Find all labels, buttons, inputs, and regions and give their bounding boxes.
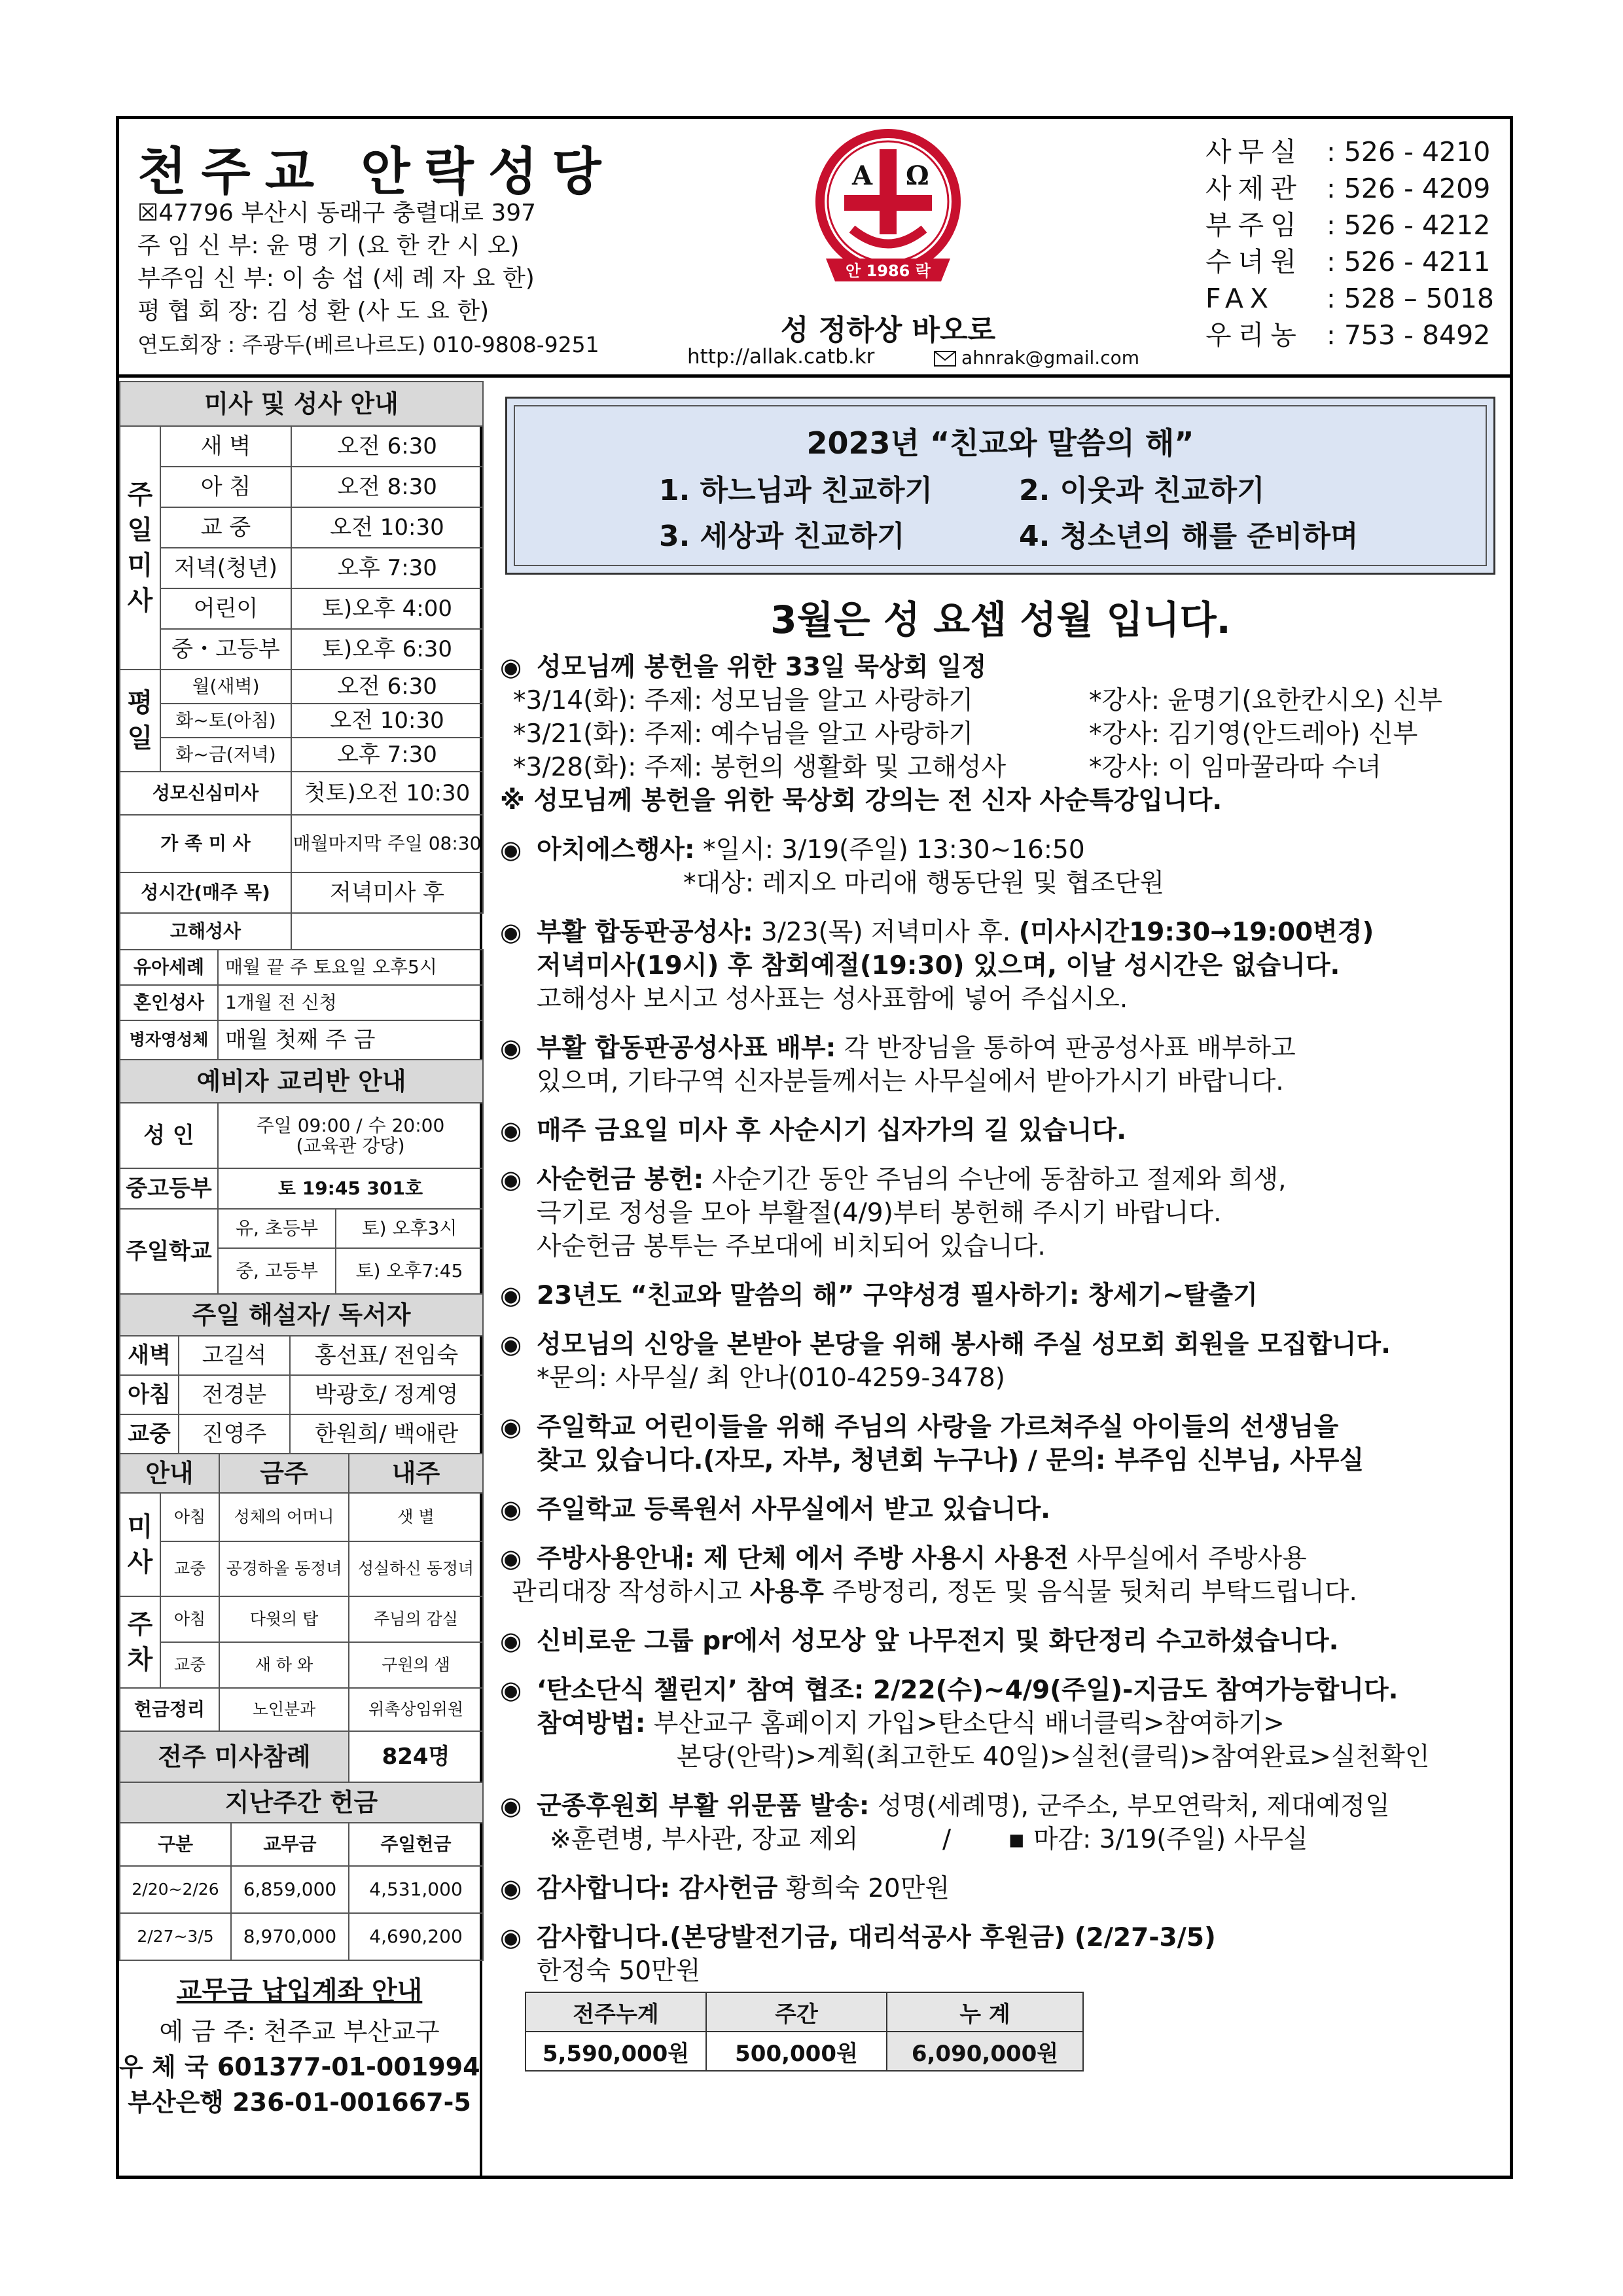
account-holder: 예 금 주: 천주교 부산교구 bbox=[159, 2017, 440, 2046]
year-theme-box bbox=[505, 397, 1495, 575]
phone-label: 부주임 bbox=[1205, 209, 1303, 241]
notice-acies bbox=[500, 833, 1505, 900]
session-lecturer: *강사: 이 임마꿀라따 수녀 bbox=[1089, 753, 1382, 782]
bullet-icon: ◉ bbox=[500, 1544, 522, 1573]
confession-label: 고해성사 bbox=[120, 913, 291, 950]
youth-class-time: 토 19:45 301호 bbox=[218, 1168, 483, 1209]
phone-label: 우리농 bbox=[1205, 319, 1303, 351]
sacrament-desc: 1개월 전 신청 bbox=[218, 985, 483, 1020]
notice-text: 사무실에서 주방사용 bbox=[1068, 1544, 1307, 1573]
guide-slot: 교중 bbox=[160, 1541, 219, 1596]
notice-confession-cards bbox=[500, 1031, 1505, 1098]
bullet-icon: ◉ bbox=[500, 653, 522, 681]
sacrament-name: 혼인성사 bbox=[120, 985, 218, 1020]
phone-number: : 526 - 4210 bbox=[1327, 136, 1491, 168]
assistant-name: 이 송 섭 (세 례 자 요 한) bbox=[281, 265, 535, 292]
notice-title: 아치에스행사: bbox=[537, 835, 695, 865]
offering-dues: 8,970,000 bbox=[231, 1913, 349, 1960]
notice-text: 찾고 있습니다.(자모, 자부, 청년회 누구나) / 문의: 부주임 신부님, 사무실 bbox=[537, 1446, 1364, 1475]
last-week-offering-table bbox=[119, 1782, 484, 1961]
notice-thanks-offering bbox=[500, 1872, 1505, 1905]
development-fund-table bbox=[525, 1992, 1084, 2072]
notice-stations-of-cross bbox=[500, 1114, 1505, 1147]
notice-title: 감사합니다: 감사헌금 bbox=[537, 1874, 778, 1903]
pastor-line: 주 임 신 부: 윤 명 기 (요 한 칸 시 오) bbox=[137, 232, 520, 259]
sunday-school-group: 중, 고등부 bbox=[218, 1248, 336, 1294]
guide-this: 다윗의 탑 bbox=[219, 1596, 349, 1642]
reader-names: 한원희/ 백애란 bbox=[290, 1414, 483, 1454]
offering-period: 2/27~3/5 bbox=[120, 1913, 231, 1960]
notice-confession bbox=[500, 916, 1505, 1016]
attendance-label: 전주 미사참례 bbox=[120, 1731, 349, 1782]
bullet-icon: ◉ bbox=[500, 1923, 522, 1952]
weekday-mass-time: 오전 6:30 bbox=[291, 670, 483, 704]
notice-text: *일시: 3/19(주일) 13:30~16:50 bbox=[694, 835, 1085, 865]
weekday-mass-name: 화~토(아침) bbox=[160, 704, 291, 738]
bullet-icon: ◉ bbox=[500, 1412, 522, 1441]
fund-head: 누 계 bbox=[887, 1992, 1083, 2032]
guide-next: 성실하신 동정녀 bbox=[349, 1541, 483, 1596]
notice-text: ※훈련병, 부사관, 장교 제외 bbox=[550, 1825, 859, 1854]
notice-garden-thanks bbox=[500, 1624, 1505, 1658]
notice-text: 사순헌금 봉투는 주보대에 비치되어 있습니다. bbox=[537, 1232, 1046, 1261]
youth-class-label: 중고등부 bbox=[120, 1168, 218, 1209]
guide-next: 주님의 감실 bbox=[349, 1596, 483, 1642]
notice-title: 성모님께 봉헌을 위한 33일 묵상회 일정 bbox=[537, 653, 987, 682]
readers-table bbox=[119, 1293, 484, 1454]
sunday-mass-time: 토)오후 6:30 bbox=[291, 629, 483, 670]
notice-title: 사순헌금 봉헌: bbox=[537, 1165, 704, 1194]
notice-text: 있으며, 기타구역 신자분들께서는 사무실에서 받아가시기 바랍니다. bbox=[537, 1067, 1284, 1096]
commentator: 전경분 bbox=[179, 1375, 290, 1414]
guide-slot: 아침 bbox=[160, 1596, 219, 1642]
sacrament-name: 유아세례 bbox=[120, 950, 218, 985]
patron-saint: 성 정하상 바오로 bbox=[780, 314, 996, 347]
logo-banner: 안 1986 락 bbox=[846, 262, 931, 280]
guide-next: 구원의 샘 bbox=[349, 1642, 483, 1688]
notice-text: / bbox=[942, 1825, 952, 1854]
assistant-role: 부주임 신 부 bbox=[137, 265, 266, 292]
notice-text-bold: 사용후 bbox=[749, 1577, 824, 1607]
month-title: 3월은 성 요셉 성월 입니다. bbox=[770, 598, 1231, 642]
sunday-mass-time: 오전 8:30 bbox=[291, 467, 483, 507]
notice-text: 사순기간 동안 주님의 수난에 동참하고 절제와 희생, bbox=[704, 1165, 1287, 1194]
mass-schedule-table bbox=[119, 381, 484, 950]
notice-title: 주일학교 어린이들을 위해 주님의 사랑을 가르쳐주실 아이들의 선생님을 bbox=[537, 1412, 1339, 1442]
notice-title: 부활 합동판공성사표 배부: bbox=[537, 1033, 836, 1063]
phone-number: : 753 - 8492 bbox=[1327, 319, 1491, 351]
guides-mass-label: 미사 bbox=[120, 1493, 160, 1596]
offering-dues: 6,859,000 bbox=[231, 1866, 349, 1913]
session-lecturer: *강사: 김기영(안드레아) 신부 bbox=[1089, 719, 1418, 749]
bullet-icon: ◉ bbox=[500, 1791, 522, 1820]
phone-convent bbox=[1205, 243, 1494, 280]
guides-parking-label: 주차 bbox=[120, 1596, 160, 1688]
notice-text: 부산교구 홈페이지 가입>탄소단식 배너클릭>참여하기> bbox=[645, 1709, 1285, 1738]
theme-item: 4. 청소년의 해를 준비하며 bbox=[1019, 520, 1359, 553]
family-mass-time: 매월마지막 주일 08:30 bbox=[291, 815, 483, 872]
address: ☒47796 부산시 동래구 충렬대로 397 bbox=[137, 200, 537, 226]
bulletin-header bbox=[119, 119, 1510, 378]
guide-this: 새 하 와 bbox=[219, 1642, 349, 1688]
weekday-mass-time: 오전 10:30 bbox=[291, 704, 483, 738]
phone-number: : 526 - 4209 bbox=[1327, 173, 1491, 204]
email-line[interactable] bbox=[934, 347, 1139, 368]
weekday-mass-label: 평일 bbox=[120, 670, 160, 772]
account-title: 교무금 납입계좌 안내 bbox=[176, 1976, 423, 2006]
logo-omega: Ω bbox=[906, 160, 929, 191]
notice-carbon-fast bbox=[500, 1674, 1505, 1774]
sacrament-desc: 매월 첫째 주 금 bbox=[218, 1020, 483, 1060]
offering-section-title: 지난주간 헌금 bbox=[120, 1782, 483, 1823]
requiem-president-role: 연도회장 bbox=[137, 332, 221, 357]
attendance-value: 824명 bbox=[349, 1731, 483, 1782]
bullet-icon: ◉ bbox=[500, 835, 522, 864]
phone-label: 수녀원 bbox=[1205, 246, 1303, 278]
sunday-mass-name: 중・고등부 bbox=[160, 629, 291, 670]
notice-sunday-school-teachers bbox=[500, 1410, 1505, 1477]
marian-mass-time: 첫토)오전 10:30 bbox=[291, 772, 483, 815]
phone-directory bbox=[1205, 134, 1494, 353]
notice-bible-copy bbox=[500, 1279, 1505, 1312]
notice-sunday-school-registration bbox=[500, 1493, 1505, 1526]
sunday-school-group: 유, 초등부 bbox=[218, 1209, 336, 1248]
notice-text: 저녁미사(19시) 후 참회예절(19:30) 있으며, 이날 성시간은 없습니다. bbox=[537, 951, 1340, 980]
notice-title: 군종후원회 부활 위문품 발송: bbox=[537, 1791, 870, 1821]
phone-label: FAX bbox=[1205, 283, 1275, 314]
fund-value: 5,590,000원 bbox=[526, 2032, 706, 2071]
notice-title: 신비로운 그룹 pr에서 성모상 앞 나무전지 및 화단정리 수고하셨습니다. bbox=[537, 1626, 1339, 1656]
sunday-mass-time: 오전 6:30 bbox=[291, 426, 483, 467]
bullet-icon: ◉ bbox=[500, 918, 522, 946]
notice-text: 황희숙 20만원 bbox=[777, 1874, 950, 1903]
reader-mass: 아침 bbox=[120, 1375, 179, 1414]
council-president-role: 평 협 회 장 bbox=[137, 298, 251, 325]
parish-name: 천주교 안락성당 bbox=[137, 143, 616, 202]
phone-label: 사제관 bbox=[1205, 173, 1303, 204]
guide-this: 공경하올 동정녀 bbox=[219, 1541, 349, 1596]
phone-number: : 528 – 5018 bbox=[1327, 283, 1495, 314]
bullet-icon: ◉ bbox=[500, 1626, 522, 1655]
notice-text: 본당(안락)>계획(최고한도 40일)>실천(클릭)>참여완료>실천확인 bbox=[677, 1742, 1430, 1772]
notice-text: ▪ 마감: 3/19(주일) 사무실 bbox=[1008, 1825, 1308, 1854]
bullet-icon: ◉ bbox=[500, 1874, 522, 1903]
sunday-school-label: 주일학교 bbox=[120, 1209, 218, 1294]
year-theme-title: 2023년 “친교와 말씀의 해” bbox=[806, 425, 1194, 461]
account-info bbox=[119, 1961, 480, 2120]
sacrament-name: 병자영성체 bbox=[120, 1020, 218, 1060]
logo-alpha: A bbox=[852, 160, 873, 191]
notice-text: *문의: 사무실/ 최 안나(010-4259-3478) bbox=[537, 1363, 1005, 1393]
fund-head: 주간 bbox=[706, 1992, 887, 2032]
notice-text-bold: (미사시간19:30→19:00변경) bbox=[1018, 918, 1374, 947]
bullet-icon: ◉ bbox=[500, 1330, 522, 1359]
notice-title: 성모님의 신앙을 본받아 본당을 위해 봉사해 주실 성모회 회원을 모집합니다. bbox=[537, 1330, 1391, 1359]
notice-title: 23년도 “친교와 말씀의 해” 구약성경 필사하기: 창세기~탈출기 bbox=[537, 1281, 1258, 1310]
weekday-mass-time: 오후 7:30 bbox=[291, 738, 483, 772]
sunday-mass-name: 새 벽 bbox=[160, 426, 291, 467]
council-president-name: 김 성 환 (사 도 요 한) bbox=[266, 298, 490, 325]
bullet-icon: ◉ bbox=[500, 1033, 522, 1062]
email-address: ahnrak@gmail.com bbox=[961, 347, 1140, 368]
homepage-link[interactable]: http://allak.catb.kr bbox=[687, 345, 875, 368]
requiem-president-line: 연도회장 : 주광두(베르나르도) 010-9808-9251 bbox=[137, 332, 599, 357]
sunday-mass-name: 저녁(청년) bbox=[160, 548, 291, 588]
envelope-icon bbox=[934, 351, 956, 367]
assistant-line: 부주임 신 부: 이 송 섭 (세 례 자 요 한) bbox=[137, 265, 535, 292]
notice-text: 각 반장님을 통하여 판공성사표 배부하고 bbox=[836, 1033, 1296, 1063]
council-president-line: 평 협 회 장: 김 성 환 (사 도 요 한) bbox=[137, 298, 490, 325]
bullet-icon: ◉ bbox=[500, 1495, 522, 1524]
main-content bbox=[487, 381, 1514, 2179]
notice-title: 매주 금요일 미사 후 사순시기 십자가의 길 있습니다. bbox=[537, 1116, 1127, 1145]
catechism-table bbox=[119, 1059, 484, 1295]
notice-kitchen-use bbox=[500, 1542, 1505, 1609]
theme-item: 3. 세상과 친교하기 bbox=[659, 520, 905, 553]
bullet-icon: ◉ bbox=[500, 1165, 522, 1194]
notice-mothers-group bbox=[500, 1328, 1505, 1395]
notice-text: 한정숙 50만원 bbox=[537, 1956, 701, 1986]
theme-item: 1. 하느님과 친교하기 bbox=[659, 474, 933, 507]
notice-title: 주방사용안내: 제 단체 에서 주방 사용시 사용전 bbox=[537, 1544, 1069, 1573]
left-sidebar bbox=[119, 381, 482, 2179]
family-mass-name: 가 족 미 사 bbox=[120, 815, 291, 872]
attendance-table bbox=[119, 1731, 484, 1783]
notice-title: 주일학교 등록원서 사무실에서 받고 있습니다. bbox=[537, 1495, 1050, 1524]
notice-text-bold: 참여방법: bbox=[537, 1709, 646, 1738]
offering-head: 주일헌금 bbox=[349, 1823, 483, 1866]
holy-hour-time: 저녁미사 후 bbox=[291, 872, 483, 913]
offering-duty-label: 헌금정리 bbox=[120, 1688, 219, 1731]
notice-marian-retreat bbox=[500, 651, 1505, 817]
phone-number: : 526 - 4211 bbox=[1327, 246, 1491, 278]
phone-farm bbox=[1205, 317, 1494, 353]
notice-text: 관리대장 작성하시고 bbox=[512, 1577, 750, 1607]
holy-hour-name: 성시간(매주 목) bbox=[120, 872, 291, 913]
fund-value: 500,000원 bbox=[706, 2032, 887, 2071]
reader-mass: 교중 bbox=[120, 1414, 179, 1454]
notice-text: 성명(세례명), 군주소, 부모연락처, 제대예정일 bbox=[869, 1791, 1390, 1821]
sunday-mass-time: 오전 10:30 bbox=[291, 507, 483, 548]
account-post-office: 우 체 국 601377-01-001994 bbox=[119, 2053, 480, 2081]
phone-assistant bbox=[1205, 207, 1494, 243]
notice-list bbox=[500, 651, 1505, 2072]
sunday-mass-time: 오후 7:30 bbox=[291, 548, 483, 588]
guides-head-role: 안내 bbox=[120, 1454, 219, 1493]
bullet-icon: ◉ bbox=[500, 1676, 522, 1704]
sunday-mass-name: 교 중 bbox=[160, 507, 291, 548]
notice-title: 감사합니다.(본당발전기금, 대리석공사 후원금) (2/27-3/5) bbox=[537, 1923, 1216, 1952]
guide-this: 성체의 어머니 bbox=[219, 1493, 349, 1541]
readers-section-title: 주일 해설자/ 독서자 bbox=[120, 1294, 483, 1336]
phone-fax bbox=[1205, 280, 1494, 317]
pastor-role: 주 임 신 부 bbox=[137, 232, 251, 259]
notice-military-support bbox=[500, 1789, 1505, 1856]
sunday-school-time: 토) 오후3시 bbox=[336, 1209, 483, 1248]
sunday-mass-name: 아 침 bbox=[160, 467, 291, 507]
phone-rectory bbox=[1205, 170, 1494, 207]
commentator: 진영주 bbox=[179, 1414, 290, 1454]
sunday-mass-name: 어린이 bbox=[160, 588, 291, 629]
session-lecturer: *강사: 윤명기(요한칸시오) 신부 bbox=[1089, 686, 1442, 715]
notice-text: 주방정리, 정돈 및 음식물 뒷처리 부탁드립니다. bbox=[823, 1577, 1357, 1607]
sunday-mass-time: 토)오후 4:00 bbox=[291, 588, 483, 629]
notice-text: 고해성사 보시고 성사표는 성사표함에 넣어 주십시오. bbox=[537, 984, 1128, 1014]
sacrament-desc: 매월 끝 주 토요일 오후5시 bbox=[218, 950, 483, 985]
notice-text: 3/23(목) 저녁미사 후. bbox=[753, 918, 1019, 947]
guide-slot: 아침 bbox=[160, 1493, 219, 1541]
bulletin-page bbox=[116, 116, 1513, 2179]
notice-title: ‘탄소단식 챌린지’ 참여 협조: 2/22(수)~4/9(주일)-지금도 참여가능합니다. bbox=[537, 1676, 1399, 1705]
bullet-icon: ◉ bbox=[500, 1116, 522, 1145]
bullet-icon: ◉ bbox=[500, 1281, 522, 1310]
sunday-school-time: 토) 오후7:45 bbox=[336, 1248, 483, 1294]
notice-text: 극기로 정성을 모아 부활절(4/9)부터 봉헌해 주시기 바랍니다. bbox=[537, 1198, 1222, 1228]
pastor-name: 윤 명 기 (요 한 칸 시 오) bbox=[266, 232, 520, 259]
notice-development-fund bbox=[500, 1921, 1505, 1988]
notice-text: *대상: 레지오 마리애 행동단원 및 협조단원 bbox=[683, 869, 1165, 898]
notice-note: ※ 성모님께 봉헌을 위한 묵상회 강의는 전 신자 사순특강입니다. bbox=[500, 786, 1222, 816]
guides-table bbox=[119, 1453, 484, 1732]
offering-sunday: 4,531,000 bbox=[349, 1866, 483, 1913]
offering-duty-this: 노인분과 bbox=[219, 1688, 349, 1731]
adult-class-time: 주일 09:00 / 수 20:00 (교육관 강당) bbox=[218, 1103, 483, 1168]
weekday-mass-name: 화~금(저녁) bbox=[160, 738, 291, 772]
session-when: *3/21(화): 주제: 예수님을 알고 사랑하기 bbox=[513, 719, 974, 749]
fund-value: 6,090,000원 bbox=[887, 2032, 1083, 2071]
session-when: *3/28(화): 주제: 봉헌의 생활화 및 고해성사 bbox=[513, 753, 1007, 782]
phone-office bbox=[1205, 134, 1494, 170]
notice-lent-offering bbox=[500, 1163, 1505, 1263]
commentator: 고길석 bbox=[179, 1336, 290, 1375]
offering-head: 구분 bbox=[120, 1823, 231, 1866]
year-theme-inner bbox=[514, 405, 1487, 566]
guides-head-this-week: 금주 bbox=[219, 1454, 349, 1493]
reader-names: 홍선표/ 전임숙 bbox=[290, 1336, 483, 1375]
offering-period: 2/20~2/26 bbox=[120, 1866, 231, 1913]
phone-number: : 526 - 4212 bbox=[1327, 209, 1491, 241]
marian-mass-name: 성모신심미사 bbox=[120, 772, 291, 815]
weekday-mass-name: 월(새벽) bbox=[160, 670, 291, 704]
offering-sunday: 4,690,200 bbox=[349, 1913, 483, 1960]
offering-head: 교무금 bbox=[231, 1823, 349, 1866]
guides-head-next-week: 내주 bbox=[349, 1454, 483, 1493]
phone-label: 사무실 bbox=[1205, 136, 1303, 168]
notice-title: 부활 합동판공성사: bbox=[537, 918, 753, 947]
reader-mass: 새벽 bbox=[120, 1336, 179, 1375]
account-busan-bank: 부산은행 236-01-001667-5 bbox=[128, 2088, 471, 2117]
theme-item: 2. 이웃과 친교하기 bbox=[1019, 474, 1265, 507]
sacraments-table bbox=[119, 949, 484, 1060]
requiem-president-name: 주광두(베르나르도) 010-9808-9251 bbox=[241, 332, 599, 357]
adult-class-label: 성 인 bbox=[120, 1103, 218, 1168]
reader-names: 박광호/ 정계영 bbox=[290, 1375, 483, 1414]
sunday-mass-label: 주일미사 bbox=[120, 426, 160, 670]
session-when: *3/14(화): 주제: 성모님을 알고 사랑하기 bbox=[513, 686, 974, 715]
catechism-section-title: 예비자 교리반 안내 bbox=[120, 1060, 483, 1103]
guide-slot: 교중 bbox=[160, 1642, 219, 1688]
offering-duty-next: 위촉상임위원 bbox=[349, 1688, 483, 1731]
parish-logo bbox=[813, 124, 963, 302]
fund-head: 전주누계 bbox=[526, 1992, 706, 2032]
mass-section-title: 미사 및 성사 안내 bbox=[120, 382, 483, 426]
guide-next: 샛 별 bbox=[349, 1493, 483, 1541]
